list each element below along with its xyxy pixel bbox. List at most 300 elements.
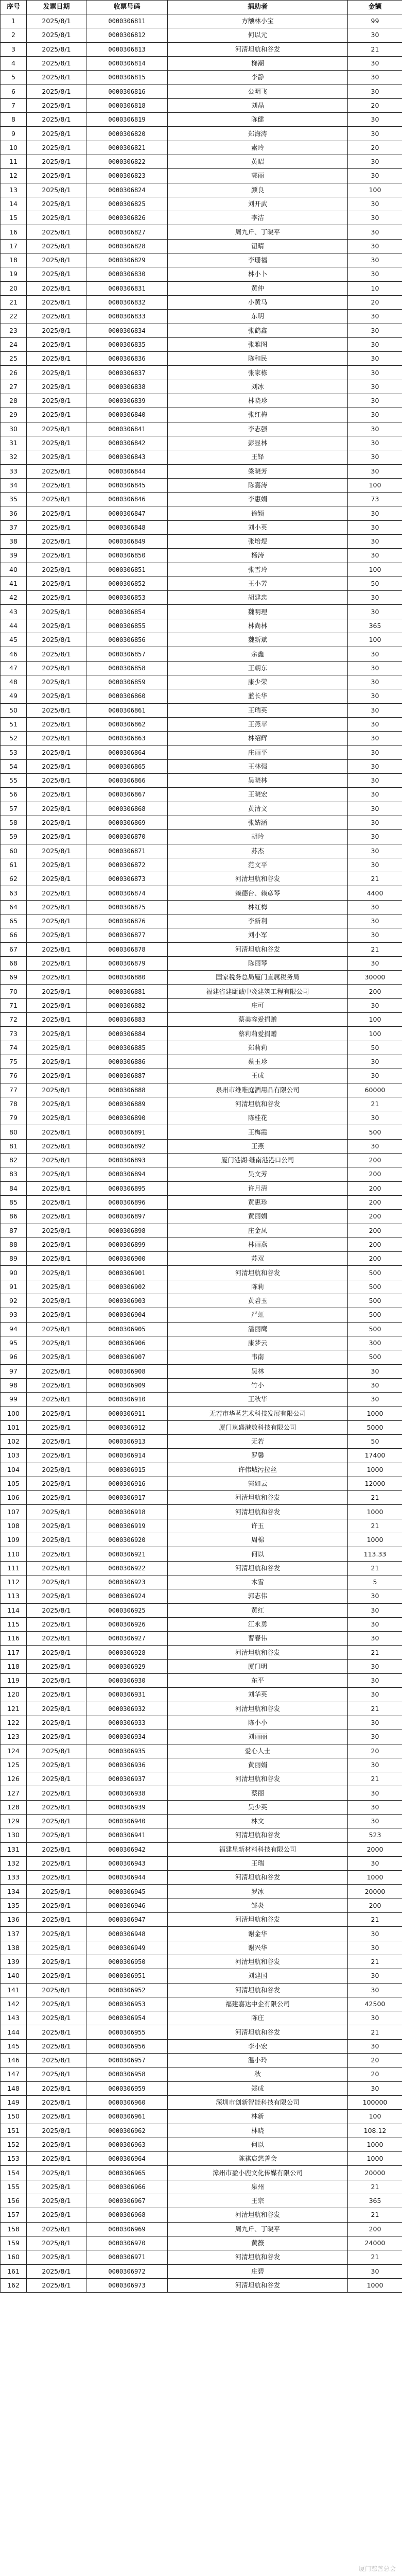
table-row bbox=[1, 1730, 402, 1744]
row-receipt-no: 0000306863 bbox=[86, 732, 168, 745]
row-receipt-no: 0000306948 bbox=[86, 1927, 168, 1941]
row-amount: 30 bbox=[348, 239, 402, 253]
row-donor: 郭丽 bbox=[168, 169, 348, 183]
row-date: 2025/8/1 bbox=[27, 1378, 86, 1392]
row-amount: 20 bbox=[348, 2054, 402, 2067]
row-amount: 30 bbox=[348, 2081, 402, 2095]
row-receipt-no: 0000306887 bbox=[86, 1069, 168, 1083]
row-index: 155 bbox=[1, 2180, 27, 2194]
row-amount: 30 bbox=[348, 703, 402, 717]
row-amount: 30 bbox=[348, 774, 402, 788]
row-index: 114 bbox=[1, 1603, 27, 1617]
row-donor: 魏新斌 bbox=[168, 633, 348, 647]
row-index: 92 bbox=[1, 1294, 27, 1308]
row-donor: 河清坦航和谷发 bbox=[168, 2250, 348, 2264]
table-row bbox=[1, 591, 402, 605]
table-row bbox=[1, 1815, 402, 1828]
row-date: 2025/8/1 bbox=[27, 2264, 86, 2278]
row-amount: 17400 bbox=[348, 1449, 402, 1463]
row-date: 2025/8/1 bbox=[27, 1983, 86, 1997]
row-date: 2025/8/1 bbox=[27, 2138, 86, 2151]
row-date: 2025/8/1 bbox=[27, 759, 86, 773]
row-date: 2025/8/1 bbox=[27, 1041, 86, 1055]
row-amount: 30 bbox=[348, 352, 402, 366]
row-index: 43 bbox=[1, 605, 27, 619]
table-row bbox=[1, 774, 402, 788]
table-row bbox=[1, 1941, 402, 1955]
row-index: 50 bbox=[1, 703, 27, 717]
row-receipt-no: 0000306899 bbox=[86, 1238, 168, 1251]
header-index: 序号 bbox=[1, 1, 27, 14]
row-amount: 30 bbox=[348, 928, 402, 942]
row-receipt-no: 0000306946 bbox=[86, 1899, 168, 1912]
row-amount: 21 bbox=[348, 1097, 402, 1111]
row-amount: 100000 bbox=[348, 2095, 402, 2109]
row-date: 2025/8/1 bbox=[27, 1659, 86, 1673]
row-donor: 王燕苹 bbox=[168, 717, 348, 731]
row-date: 2025/8/1 bbox=[27, 633, 86, 647]
row-amount: 200 bbox=[348, 1252, 402, 1266]
row-donor: 陈和民 bbox=[168, 352, 348, 366]
row-date: 2025/8/1 bbox=[27, 1927, 86, 1941]
row-date: 2025/8/1 bbox=[27, 2067, 86, 2081]
table-row bbox=[1, 14, 402, 28]
row-index: 40 bbox=[1, 563, 27, 577]
row-receipt-no: 0000306912 bbox=[86, 1420, 168, 1434]
row-amount: 200 bbox=[348, 1210, 402, 1224]
row-amount: 30 bbox=[348, 197, 402, 211]
row-receipt-no: 0000306840 bbox=[86, 408, 168, 422]
row-index: 16 bbox=[1, 225, 27, 239]
row-index: 30 bbox=[1, 422, 27, 436]
table-row bbox=[1, 155, 402, 168]
table-row bbox=[1, 1224, 402, 1238]
row-index: 19 bbox=[1, 267, 27, 281]
row-date: 2025/8/1 bbox=[27, 408, 86, 422]
row-receipt-no: 0000306871 bbox=[86, 844, 168, 858]
row-receipt-no: 0000306883 bbox=[86, 1013, 168, 1027]
row-receipt-no: 0000306940 bbox=[86, 1815, 168, 1828]
row-index: 77 bbox=[1, 1083, 27, 1097]
row-receipt-no: 0000306913 bbox=[86, 1434, 168, 1448]
row-receipt-no: 0000306859 bbox=[86, 675, 168, 689]
row-donor: 彭显林 bbox=[168, 436, 348, 450]
row-donor: 林绍辉 bbox=[168, 732, 348, 745]
table-row bbox=[1, 732, 402, 745]
row-receipt-no: 0000306936 bbox=[86, 1758, 168, 1772]
row-index: 94 bbox=[1, 1322, 27, 1336]
row-donor: 谢金华 bbox=[168, 1927, 348, 1941]
row-receipt-no: 0000306831 bbox=[86, 281, 168, 295]
row-donor: 黄碧玉 bbox=[168, 1294, 348, 1308]
row-receipt-no: 0000306934 bbox=[86, 1730, 168, 1744]
row-date: 2025/8/1 bbox=[27, 1027, 86, 1041]
row-index: 62 bbox=[1, 872, 27, 886]
table-row bbox=[1, 577, 402, 590]
row-donor: 公明飞 bbox=[168, 84, 348, 98]
row-receipt-no: 0000306970 bbox=[86, 2236, 168, 2250]
table-header bbox=[1, 1, 402, 14]
row-donor: 罗冰 bbox=[168, 1885, 348, 1899]
row-amount: 200 bbox=[348, 1195, 402, 1209]
row-date: 2025/8/1 bbox=[27, 732, 86, 745]
row-date: 2025/8/1 bbox=[27, 2095, 86, 2109]
table-row bbox=[1, 520, 402, 534]
row-date: 2025/8/1 bbox=[27, 380, 86, 394]
row-receipt-no: 0000306905 bbox=[86, 1322, 168, 1336]
row-amount: 4400 bbox=[348, 886, 402, 900]
row-index: 129 bbox=[1, 1815, 27, 1828]
row-amount: 21 bbox=[348, 1491, 402, 1505]
row-amount: 30 bbox=[348, 1815, 402, 1828]
row-date: 2025/8/1 bbox=[27, 1617, 86, 1631]
row-amount: 30 bbox=[348, 1393, 402, 1406]
row-index: 105 bbox=[1, 1477, 27, 1490]
row-amount: 30 bbox=[348, 380, 402, 394]
row-date: 2025/8/1 bbox=[27, 1716, 86, 1730]
row-index: 49 bbox=[1, 689, 27, 703]
row-donor: 杨涛 bbox=[168, 549, 348, 563]
row-date: 2025/8/1 bbox=[27, 1083, 86, 1097]
row-index: 48 bbox=[1, 675, 27, 689]
row-donor: 林新 bbox=[168, 2110, 348, 2124]
row-index: 68 bbox=[1, 956, 27, 970]
row-amount: 30 bbox=[348, 506, 402, 520]
table-row bbox=[1, 1997, 402, 2011]
row-receipt-no: 0000306963 bbox=[86, 2138, 168, 2151]
row-amount: 113.33 bbox=[348, 1547, 402, 1561]
row-receipt-no: 0000306864 bbox=[86, 745, 168, 759]
row-receipt-no: 0000306900 bbox=[86, 1252, 168, 1266]
row-date: 2025/8/1 bbox=[27, 858, 86, 872]
row-index: 160 bbox=[1, 2250, 27, 2264]
row-index: 56 bbox=[1, 788, 27, 802]
row-index: 12 bbox=[1, 169, 27, 183]
row-amount: 42500 bbox=[348, 1997, 402, 2011]
row-donor: 木雪 bbox=[168, 1575, 348, 1589]
row-date: 2025/8/1 bbox=[27, 1533, 86, 1547]
row-date: 2025/8/1 bbox=[27, 1547, 86, 1561]
header-date: 发票日期 bbox=[27, 1, 86, 14]
row-date: 2025/8/1 bbox=[27, 1406, 86, 1420]
row-donor: 黄惠珍 bbox=[168, 1195, 348, 1209]
row-amount: 100 bbox=[348, 2110, 402, 2124]
row-amount: 21 bbox=[348, 942, 402, 956]
row-index: 78 bbox=[1, 1097, 27, 1111]
table-row bbox=[1, 2124, 402, 2138]
table-row bbox=[1, 1955, 402, 1969]
table-row bbox=[1, 1097, 402, 1111]
row-donor: 福建嘉达中企有限公司 bbox=[168, 1997, 348, 2011]
table-row bbox=[1, 352, 402, 366]
row-receipt-no: 0000306824 bbox=[86, 183, 168, 197]
row-index: 67 bbox=[1, 942, 27, 956]
row-amount: 30 bbox=[348, 1111, 402, 1125]
table-row bbox=[1, 253, 402, 267]
row-index: 152 bbox=[1, 2138, 27, 2151]
table-row bbox=[1, 2039, 402, 2053]
row-donor: 张培煜 bbox=[168, 534, 348, 548]
row-donor: 何以 bbox=[168, 2138, 348, 2151]
table-body bbox=[1, 14, 402, 2293]
row-donor: 庄金凤 bbox=[168, 1224, 348, 1238]
row-date: 2025/8/1 bbox=[27, 1420, 86, 1434]
row-date: 2025/8/1 bbox=[27, 450, 86, 464]
row-date: 2025/8/1 bbox=[27, 985, 86, 998]
row-receipt-no: 0000306889 bbox=[86, 1097, 168, 1111]
table-row bbox=[1, 1181, 402, 1195]
row-receipt-no: 0000306873 bbox=[86, 872, 168, 886]
row-index: 64 bbox=[1, 900, 27, 914]
table-row bbox=[1, 563, 402, 577]
row-index: 70 bbox=[1, 985, 27, 998]
row-receipt-no: 0000306955 bbox=[86, 2025, 168, 2039]
table-row bbox=[1, 1969, 402, 1983]
row-date: 2025/8/1 bbox=[27, 1800, 86, 1814]
row-amount: 50 bbox=[348, 1434, 402, 1448]
row-donor: 刘小军 bbox=[168, 928, 348, 942]
row-receipt-no: 0000306918 bbox=[86, 1505, 168, 1519]
row-donor: 河清坦航和谷发 bbox=[168, 1097, 348, 1111]
row-amount: 21 bbox=[348, 1519, 402, 1533]
row-date: 2025/8/1 bbox=[27, 886, 86, 900]
table-row bbox=[1, 2264, 402, 2278]
row-receipt-no: 0000306952 bbox=[86, 1983, 168, 1997]
watermark-label: 厦门慈善总会 bbox=[358, 2565, 396, 2572]
row-donor: 刘晶 bbox=[168, 98, 348, 112]
row-date: 2025/8/1 bbox=[27, 1139, 86, 1153]
row-date: 2025/8/1 bbox=[27, 197, 86, 211]
row-receipt-no: 0000306853 bbox=[86, 591, 168, 605]
row-index: 125 bbox=[1, 1758, 27, 1772]
row-index: 90 bbox=[1, 1266, 27, 1280]
table-row bbox=[1, 1589, 402, 1603]
row-date: 2025/8/1 bbox=[27, 84, 86, 98]
row-amount: 30 bbox=[348, 1941, 402, 1955]
row-receipt-no: 0000306927 bbox=[86, 1632, 168, 1646]
row-index: 13 bbox=[1, 183, 27, 197]
table-row bbox=[1, 493, 402, 506]
row-receipt-no: 0000306930 bbox=[86, 1674, 168, 1688]
row-amount: 30 bbox=[348, 310, 402, 324]
table-row bbox=[1, 366, 402, 380]
row-date: 2025/8/1 bbox=[27, 295, 86, 309]
row-date: 2025/8/1 bbox=[27, 211, 86, 225]
row-donor: 河清坦航和谷发 bbox=[168, 1505, 348, 1519]
row-receipt-no: 0000306820 bbox=[86, 127, 168, 141]
row-donor: 严虹 bbox=[168, 1308, 348, 1322]
row-index: 117 bbox=[1, 1646, 27, 1659]
row-amount: 30 bbox=[348, 422, 402, 436]
row-amount: 30 bbox=[348, 1139, 402, 1153]
row-donor: 蔡丽 bbox=[168, 1786, 348, 1800]
row-amount: 200 bbox=[348, 1167, 402, 1181]
row-donor: 李志强 bbox=[168, 422, 348, 436]
row-receipt-no: 0000306856 bbox=[86, 633, 168, 647]
row-donor: 黄昭 bbox=[168, 155, 348, 168]
row-donor: 魏明理 bbox=[168, 605, 348, 619]
row-receipt-no: 0000306949 bbox=[86, 1941, 168, 1955]
row-donor: 河清坦航和谷发 bbox=[168, 1772, 348, 1786]
row-donor: 康梦云 bbox=[168, 1336, 348, 1350]
row-amount: 30 bbox=[348, 717, 402, 731]
row-donor: 余鑫 bbox=[168, 647, 348, 661]
row-receipt-no: 0000306898 bbox=[86, 1224, 168, 1238]
row-amount: 500 bbox=[348, 1294, 402, 1308]
row-index: 6 bbox=[1, 84, 27, 98]
row-index: 97 bbox=[1, 1364, 27, 1378]
row-index: 98 bbox=[1, 1378, 27, 1392]
row-receipt-no: 0000306870 bbox=[86, 830, 168, 844]
row-amount: 21 bbox=[348, 2025, 402, 2039]
row-amount: 200 bbox=[348, 985, 402, 998]
row-amount: 30 bbox=[348, 464, 402, 478]
row-index: 31 bbox=[1, 436, 27, 450]
row-amount: 30 bbox=[348, 802, 402, 816]
row-amount: 1000 bbox=[348, 2138, 402, 2151]
row-donor: 刘丽丽 bbox=[168, 1730, 348, 1744]
row-amount: 30 bbox=[348, 661, 402, 675]
row-amount: 24000 bbox=[348, 2236, 402, 2250]
table-row bbox=[1, 1055, 402, 1069]
row-date: 2025/8/1 bbox=[27, 1434, 86, 1448]
row-amount: 1000 bbox=[348, 2152, 402, 2166]
row-receipt-no: 0000306942 bbox=[86, 1842, 168, 1856]
row-donor: 张家栋 bbox=[168, 366, 348, 380]
row-donor: 许玉 bbox=[168, 1519, 348, 1533]
row-donor: 黄仲 bbox=[168, 281, 348, 295]
row-donor: 许伟城污拉丝 bbox=[168, 1463, 348, 1477]
row-receipt-no: 0000306812 bbox=[86, 28, 168, 42]
table-row bbox=[1, 408, 402, 422]
row-receipt-no: 0000306925 bbox=[86, 1603, 168, 1617]
row-amount: 10 bbox=[348, 281, 402, 295]
row-amount: 30 bbox=[348, 211, 402, 225]
row-date: 2025/8/1 bbox=[27, 1364, 86, 1378]
row-receipt-no: 0000306884 bbox=[86, 1027, 168, 1041]
row-receipt-no: 0000306958 bbox=[86, 2067, 168, 2081]
table-row bbox=[1, 956, 402, 970]
row-date: 2025/8/1 bbox=[27, 352, 86, 366]
table-row bbox=[1, 84, 402, 98]
row-date: 2025/8/1 bbox=[27, 788, 86, 802]
row-index: 104 bbox=[1, 1463, 27, 1477]
row-amount: 1000 bbox=[348, 1505, 402, 1519]
row-receipt-no: 0000306833 bbox=[86, 310, 168, 324]
row-donor: 河清坦航和谷发 bbox=[168, 1702, 348, 1716]
row-amount: 30 bbox=[348, 1603, 402, 1617]
row-receipt-no: 0000306923 bbox=[86, 1575, 168, 1589]
row-donor: 河清坦航和谷发 bbox=[168, 872, 348, 886]
row-date: 2025/8/1 bbox=[27, 717, 86, 731]
row-receipt-no: 0000306845 bbox=[86, 478, 168, 492]
row-amount: 30 bbox=[348, 605, 402, 619]
row-receipt-no: 0000306901 bbox=[86, 1266, 168, 1280]
table-row bbox=[1, 985, 402, 998]
row-receipt-no: 0000306838 bbox=[86, 380, 168, 394]
row-date: 2025/8/1 bbox=[27, 506, 86, 520]
row-receipt-no: 0000306827 bbox=[86, 225, 168, 239]
row-index: 127 bbox=[1, 1786, 27, 1800]
row-date: 2025/8/1 bbox=[27, 675, 86, 689]
row-receipt-no: 0000306928 bbox=[86, 1646, 168, 1659]
row-amount: 30 bbox=[348, 830, 402, 844]
row-donor: 河清坦航和谷发 bbox=[168, 1983, 348, 1997]
row-date: 2025/8/1 bbox=[27, 71, 86, 84]
row-amount: 50 bbox=[348, 1041, 402, 1055]
row-amount: 21 bbox=[348, 1646, 402, 1659]
row-receipt-no: 0000306915 bbox=[86, 1463, 168, 1477]
table-row bbox=[1, 1842, 402, 1856]
table-row bbox=[1, 2138, 402, 2151]
row-index: 101 bbox=[1, 1420, 27, 1434]
row-amount: 30 bbox=[348, 169, 402, 183]
row-date: 2025/8/1 bbox=[27, 1125, 86, 1139]
row-date: 2025/8/1 bbox=[27, 1674, 86, 1688]
row-date: 2025/8/1 bbox=[27, 2011, 86, 2025]
table-row bbox=[1, 98, 402, 112]
row-date: 2025/8/1 bbox=[27, 802, 86, 816]
row-amount: 30 bbox=[348, 1674, 402, 1688]
row-index: 81 bbox=[1, 1139, 27, 1153]
row-amount: 500 bbox=[348, 1125, 402, 1139]
row-date: 2025/8/1 bbox=[27, 956, 86, 970]
row-donor: 小黄马 bbox=[168, 295, 348, 309]
row-date: 2025/8/1 bbox=[27, 1828, 86, 1842]
row-date: 2025/8/1 bbox=[27, 1688, 86, 1702]
row-amount: 30 bbox=[348, 1856, 402, 1870]
table-row bbox=[1, 1547, 402, 1561]
row-date: 2025/8/1 bbox=[27, 183, 86, 197]
row-receipt-no: 0000306890 bbox=[86, 1111, 168, 1125]
row-index: 118 bbox=[1, 1659, 27, 1673]
row-donor: 王朝东 bbox=[168, 661, 348, 675]
row-amount: 99 bbox=[348, 14, 402, 28]
row-receipt-no: 0000306973 bbox=[86, 2278, 168, 2292]
row-date: 2025/8/1 bbox=[27, 703, 86, 717]
row-date: 2025/8/1 bbox=[27, 1646, 86, 1659]
row-receipt-no: 0000306972 bbox=[86, 2264, 168, 2278]
row-amount: 21 bbox=[348, 872, 402, 886]
row-index: 4 bbox=[1, 56, 27, 70]
row-donor: 蔡美容爱捐赠 bbox=[168, 1013, 348, 1027]
table-row bbox=[1, 1758, 402, 1772]
row-index: 115 bbox=[1, 1617, 27, 1631]
row-receipt-no: 0000306834 bbox=[86, 324, 168, 337]
table-row bbox=[1, 1210, 402, 1224]
row-amount: 30 bbox=[348, 2039, 402, 2053]
row-receipt-no: 0000306862 bbox=[86, 717, 168, 731]
row-amount: 30 bbox=[348, 155, 402, 168]
row-receipt-no: 0000306868 bbox=[86, 802, 168, 816]
row-amount: 21 bbox=[348, 1772, 402, 1786]
row-donor: 林尚林 bbox=[168, 619, 348, 633]
row-receipt-no: 0000306850 bbox=[86, 549, 168, 563]
row-amount: 20 bbox=[348, 98, 402, 112]
row-amount: 30 bbox=[348, 450, 402, 464]
table-row bbox=[1, 2250, 402, 2264]
table-row bbox=[1, 802, 402, 816]
row-date: 2025/8/1 bbox=[27, 1505, 86, 1519]
row-receipt-no: 0000306954 bbox=[86, 2011, 168, 2025]
row-receipt-no: 0000306931 bbox=[86, 1688, 168, 1702]
row-amount: 30 bbox=[348, 1730, 402, 1744]
row-receipt-no: 0000306869 bbox=[86, 816, 168, 829]
table-row bbox=[1, 422, 402, 436]
row-date: 2025/8/1 bbox=[27, 1463, 86, 1477]
row-date: 2025/8/1 bbox=[27, 2124, 86, 2138]
table-row bbox=[1, 858, 402, 872]
